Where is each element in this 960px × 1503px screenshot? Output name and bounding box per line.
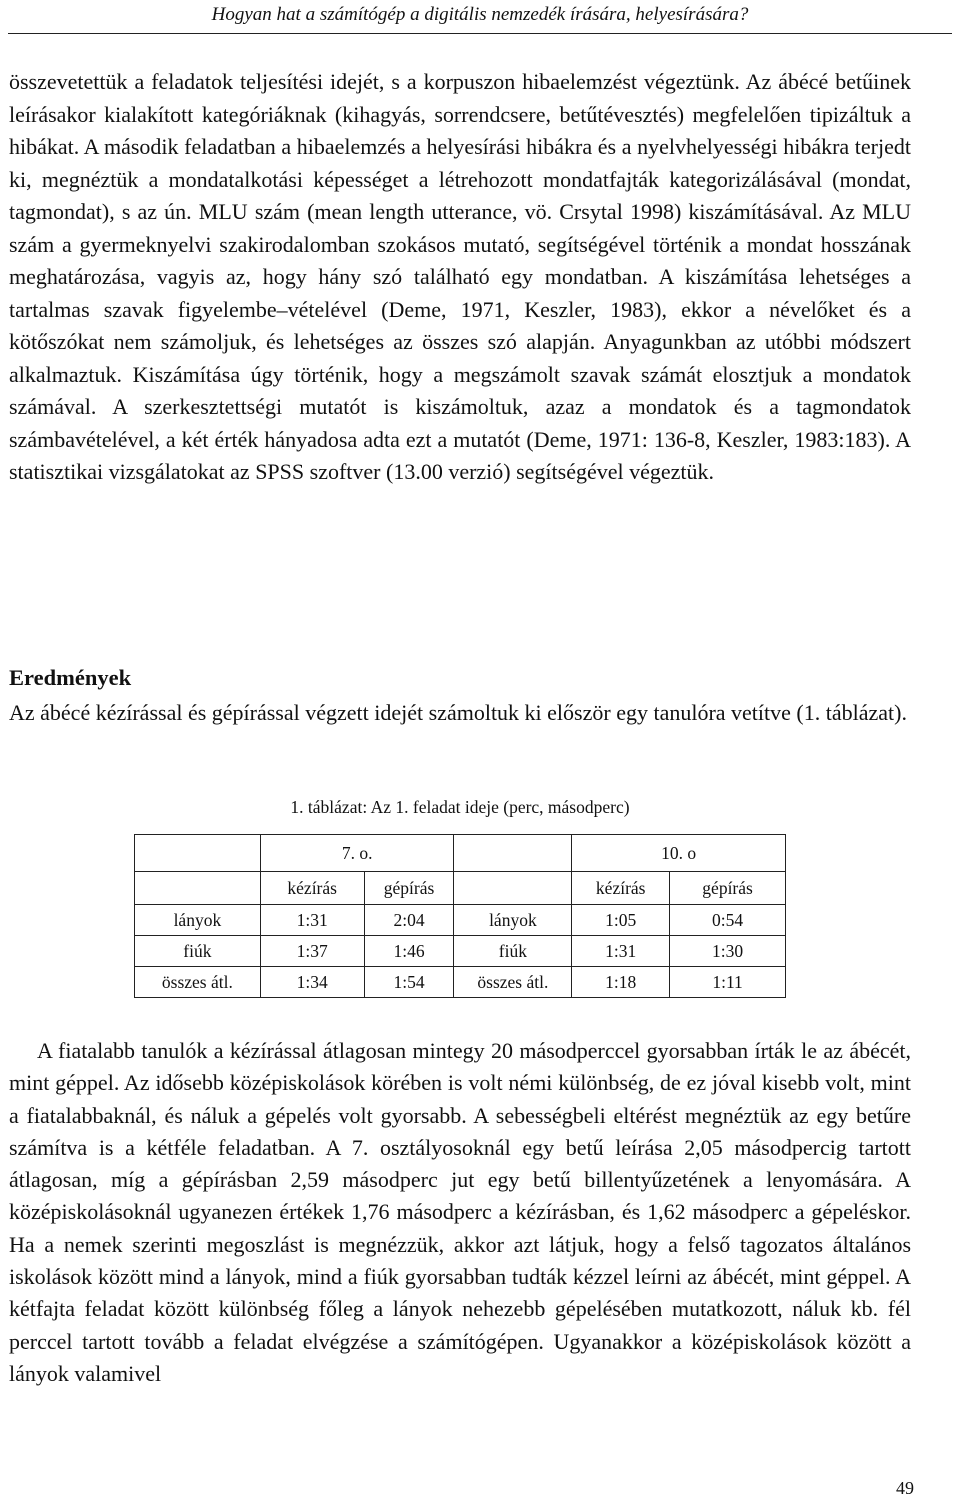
cell-value: 1:31 bbox=[572, 936, 670, 967]
table-empty-cell bbox=[454, 872, 572, 905]
header-divider bbox=[8, 33, 952, 34]
table-corner-cell bbox=[135, 835, 261, 872]
cell-value: 1:11 bbox=[670, 967, 786, 998]
cell-value: 0:54 bbox=[670, 905, 786, 936]
table-row bbox=[135, 967, 786, 998]
running-header: Hogyan hat a számítógép a digitális nemzedék írására, helyesírására? bbox=[211, 4, 749, 25]
cell-value: 1:31 bbox=[260, 905, 364, 936]
page-number: 49 bbox=[896, 1478, 914, 1498]
row-label: lányok bbox=[135, 905, 261, 936]
col-header-typing-7: gépírás bbox=[364, 872, 454, 905]
row-label: összes átl. bbox=[135, 967, 261, 998]
table-subheader-row bbox=[135, 872, 786, 905]
col-header-handwriting-7: kézírás bbox=[260, 872, 364, 905]
cell-value: 1:46 bbox=[364, 936, 454, 967]
section-heading-results: Eredmények bbox=[9, 665, 132, 690]
timing-table bbox=[134, 834, 786, 998]
table-empty-cell bbox=[135, 872, 261, 905]
results-discussion-paragraph: A fiatalabb tanulók a kézírással átlagosan mintegy 20 másodperccel gyorsabban írták le az ábécét, mint géppel. Az idősebb középiskolások körében is volt némi különbség, de ez jóval kisebb volt, mint a fiatalabbaknál, és náluk a gépelés volt gyorsabb. A sebességbeli eltérést megnéztük az egy betűre számítva is a kétféle feladatban. A 7. osztályosoknál egy betű leírása 2,05 másodpercig tartott átlagosan, míg a gépírásban 2,59 másodperc jut egy betű billentyűzetének a lenyomására. A középiskolásoknál ugyanezen értékek 1,76 másodperc a kézírásban, és 1,62 másodperc a gépeléskor. Ha a nemek szerinti megoszlást is megnézzük, akkor azt látjuk, hogy a felső tagozatos általános iskolások között mind a lányok, mind a fiúk gyorsabban tudták kézzel leírni az ábécét, mint géppel. A kétfajta feladat között különbség főleg a lányok nehezebb gépelésében mutatkozott, náluk kb. fél perccel tartott tovább a feladat elvégzése a számítógépen. Ugyanakkor a középiskolások között a lányok valamivel bbox=[9, 1038, 911, 1386]
table-row bbox=[135, 905, 786, 936]
cell-value: 1:54 bbox=[364, 967, 454, 998]
group-header-7th-grade: 7. o. bbox=[260, 835, 454, 872]
row-label: összes átl. bbox=[454, 967, 572, 998]
col-header-typing-10: gépírás bbox=[670, 872, 786, 905]
row-label: fiúk bbox=[135, 936, 261, 967]
cell-value: 2:04 bbox=[364, 905, 454, 936]
row-label: lányok bbox=[454, 905, 572, 936]
cell-value: 1:05 bbox=[572, 905, 670, 936]
cell-value: 1:18 bbox=[572, 967, 670, 998]
cell-value: 1:30 bbox=[670, 936, 786, 967]
results-intro-paragraph: Az ábécé kézírással és gépírással végzett idejét számoltuk ki először egy tanulóra vetítve (1. táblázat). bbox=[9, 700, 907, 725]
table-row bbox=[135, 936, 786, 967]
cell-value: 1:34 bbox=[260, 967, 364, 998]
methods-paragraph: összevetettük a feladatok teljesítési idejét, s a korpuszon hibaelemzést végeztünk. Az ábécé betűinek leírásakor kialakított kategóriáknak (kihagyás, sorrendcsere, betűtévesztés) megfelelően tipizáltuk a hibákat. A második feladatban a hibaelemzés a helyesírási hibákra és a nyelvhelyességi hibákra terjedt ki, megnéztük a mondatalkotási képességet a létrehozott mondatfajták kategorizálásával (mondat, tagmondat), s az ún. MLU szám (mean length utterance, vö. Crsytal 1998) kiszámításával. Az MLU szám a gyermeknyelvi szakirodalomban szokásos mutató, segítségével történik a mondat hosszának meghatározása, vagyis az, hogy hány szó található egy mondatban. A kiszámítása lehetséges a tartalmas szavak figyelembe–vételével (Deme, 1971, Keszler, 1983), ekkor a névelőket és a kötőszókat nem számoljuk, és lehetséges az összes szó alapján. Anyagunkban az utóbbi módszert alkalmaztuk. Kiszámítása úgy történik, hogy a megszámolt szavak számát elosztjuk a mondatok számával. A szerkesztettségi mutatót is kiszámoltuk, azaz a mondatok és a tagmondatok számbavételével, a két érték hányadosa adta ezt a mutatót (Deme, 1971: 136-8, Keszler, 1983:183). A statisztikai vizsgálatokat az SPSS szoftver (13.00 verzió) segítségével végeztük. bbox=[9, 69, 911, 484]
table-spacer-cell bbox=[454, 835, 572, 872]
col-header-handwriting-10: kézírás bbox=[572, 872, 670, 905]
table-group-header-row bbox=[135, 835, 786, 872]
cell-value: 1:37 bbox=[260, 936, 364, 967]
table-caption: 1. táblázat: Az 1. feladat ideje (perc, másodperc) bbox=[290, 797, 630, 817]
row-label: fiúk bbox=[454, 936, 572, 967]
group-header-10th-grade: 10. o bbox=[572, 835, 786, 872]
